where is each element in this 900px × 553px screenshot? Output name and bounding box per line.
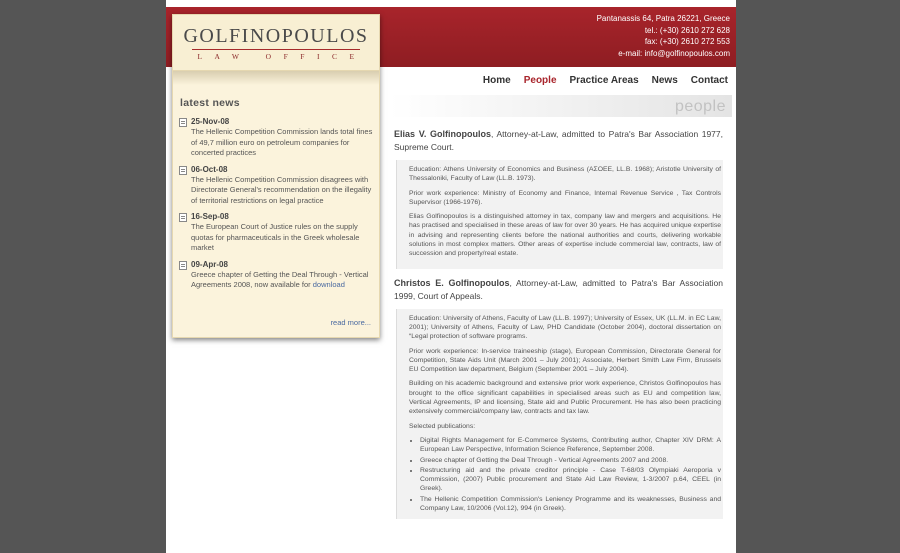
news-date: 25-Nov-08 <box>191 117 230 126</box>
logo[interactable] <box>173 15 379 71</box>
page <box>166 0 736 553</box>
document-icon <box>179 213 187 222</box>
news-item <box>179 212 379 254</box>
publication-item: • The Hellenic Competition Commission's Leniency Programme and its weaknesses, Business and Company Law, 10/2006 (Vol.12), 994 (in Greek). <box>420 495 721 514</box>
page-title: people <box>674 98 726 115</box>
document-icon <box>179 166 187 175</box>
person-details <box>396 309 723 520</box>
news-text[interactable]: The European Court of Justice rules on the supply quotas for pharmaceuticals in the Greek wholesale market <box>191 222 360 252</box>
download-link[interactable]: download <box>312 280 345 289</box>
person-intro <box>394 277 723 303</box>
person-name: Christos E. Golfinopoulos <box>394 277 510 288</box>
contact-tel: tel.: (+30) 2610 272 628 <box>644 25 730 35</box>
news-title: latest news <box>180 97 240 109</box>
main-content <box>394 128 723 527</box>
contact-email[interactable]: e-mail: info@golfinopoulos.com <box>618 48 730 58</box>
news-item <box>179 260 379 291</box>
news-date: 16-Sep-08 <box>191 212 229 221</box>
nav-people[interactable]: People <box>523 75 557 86</box>
main-nav <box>470 75 728 86</box>
news-date: 09-Apr-08 <box>191 259 228 269</box>
person-name: Elias V. Golfinopoulos <box>394 129 492 139</box>
person-intro-text: , Attorney-at-Law, admitted to Patra's Bar Association 1977, Supreme Court. <box>394 129 723 152</box>
news-date: 06-Oct-08 <box>191 164 228 174</box>
contact-info <box>597 13 730 59</box>
sidebar-panel <box>172 14 380 338</box>
section-heading-bar <box>390 95 732 117</box>
news-item <box>179 165 379 207</box>
nav-news[interactable]: News <box>651 75 678 86</box>
person-details <box>396 160 723 269</box>
publications-heading: Selected publications: <box>409 422 476 430</box>
publication-item: • Greece chapter of Getting the Deal Through - Vertical Agreements 2007 and 2008. <box>420 456 721 465</box>
person-intro-text: , Attorney-at-Law, admitted to Patra's Bar Association 1999, Court of Appeals. <box>394 277 723 301</box>
person-section <box>394 277 723 520</box>
person-education: Education: University of Athens, Faculty of Law (LL.B. 1997); University of Essex, UK (LL.M. in EC Law, 2001); University of Athens, Faculty of Law, PHD Candidate (October 2004), doctoral dissertation on “Legal protection of software programs. <box>409 314 721 341</box>
news-text[interactable]: The Hellenic Competition Commission disagrees with Directorate General's recommendation on the illegality of territorial restrictions on legal practice <box>191 174 372 205</box>
nav-practice-areas[interactable]: Practice Areas <box>569 75 639 86</box>
news-list <box>173 109 379 291</box>
person-education: Education: Athens University of Economics and Business (ΑΣΟΕΕ, LL.B. 1968); Aristotle University of Thessaloniki, Faculty of Law (LL.B. 1973). <box>409 166 721 183</box>
news-text-body[interactable]: Greece chapter of Getting the Deal Through - Vertical Agreements 2008, now available for <box>191 269 369 289</box>
person-bio: Building on his academic background and extensive prior work experience, Christos Golfinopoulos has brought to the office significant capabilities in specialised areas such as EU and competition law, Vertical Agreements, IP and licensing, State aid and Public Procurement. He has also been practicing extensively commercial/company law, contracts and tax law. <box>409 380 721 416</box>
person-experience: Prior work experience: In-service traineeship (stage), European Commission, Directorate General for Competition, State Aids Unit (March 2001 – July 2001); Associate, Herbert Smith Law Firm, Brussels EU Competition law department, Belgium (September 2001 – July 2004). <box>409 347 721 374</box>
person-intro <box>394 128 723 154</box>
contact-address: Pantanassis 64, Patra 26221, Greece <box>596 14 730 23</box>
logo-subtitle: LAW OFFICE <box>197 52 367 61</box>
news-text <box>191 270 377 291</box>
person-experience: Prior work experience: Ministry of Economy and Finance, Internal Revenue Service , Tax Controls Supervisor (1966-1976). <box>409 189 721 206</box>
contact-fax: fax: (+30) 2610 272 553 <box>644 37 730 46</box>
publication-item: • Restructuring aid and the private creditor principle - Case T-68/03 Olympiaki Aeroporia v Commission, (2007) Public procurement and State Aid Law Review, 1-3/2007 p.64, CEEL (in Greek). <box>420 466 721 494</box>
logo-divider <box>192 49 360 50</box>
news-text[interactable]: The Hellenic Competition Commission lands total fines of 49,7 million euro on petroleum companies for concerted practices <box>191 127 373 157</box>
nav-contact[interactable]: Contact <box>690 75 728 86</box>
publication-item: • Digital Rights Management for E-Commerce Systems, Contributing author, Chapter XIV DRM: A European Law Perspective, Information Science Reference, September 2008. <box>420 436 721 455</box>
publications-list <box>409 436 721 513</box>
read-more-link[interactable]: read more... <box>330 318 371 327</box>
news-item <box>179 117 379 159</box>
document-icon <box>179 118 187 127</box>
person-bio: Elias Golfinopoulos is a distinguished attorney in tax, company law and mergers and acquisitions. He has practised and specialised in these areas of law for over 30 years. He has acquired unique expertise in advising and representing clients before the national authorities and courts, delivering workable solutions in most complex matters. Other areas of expertise include commercial law, contracts, law of succession and property/real estate. <box>409 213 721 258</box>
person-section <box>394 128 723 269</box>
document-icon <box>179 261 187 270</box>
logo-name: GOLFINOPOULOS <box>183 25 369 47</box>
nav-home[interactable]: Home <box>482 75 511 86</box>
logo-shadow <box>173 71 379 85</box>
